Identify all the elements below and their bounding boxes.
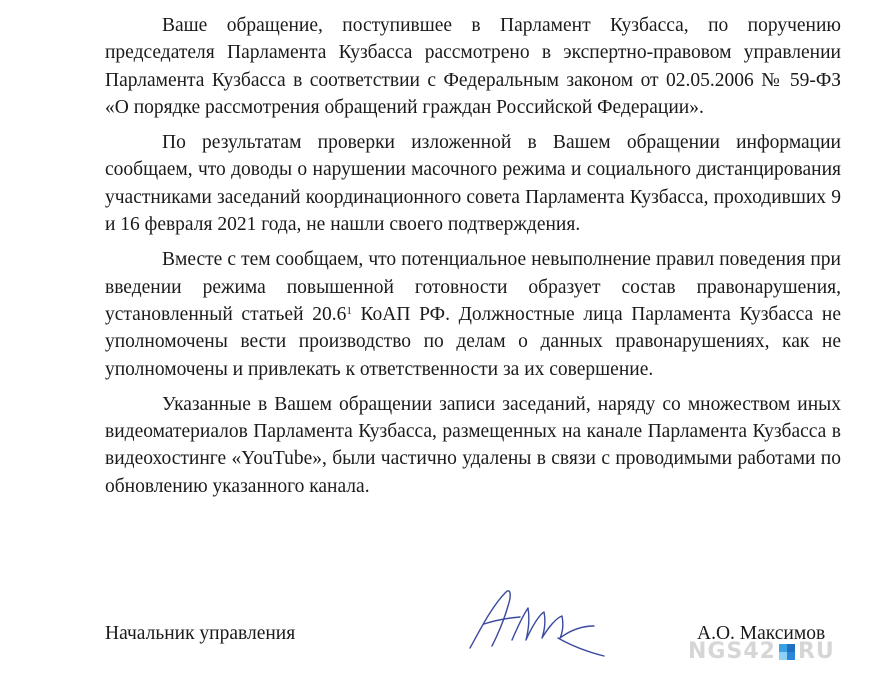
ngs42-watermark <box>688 640 835 664</box>
watermark-cell <box>787 644 795 652</box>
watermark-square-icon <box>779 644 795 660</box>
signatory-title: Начальник управления <box>105 623 296 644</box>
watermark-cell <box>779 644 787 652</box>
paragraph-3-text-after: КоАП РФ. Должностные лица Парламента Кузбасса не уполномочены вести производство по делам о данных правонарушениях, как не уполномочены и привлекать к ответственности за их совершение. <box>105 303 841 380</box>
paragraph-4: Указанные в Вашем обращении записи заседаний, наряду со множеством иных видеоматериалов Парламента Кузбасса, размещенных на канале Парламента Кузбасса в видеохостинге «YouTube», были частично удалены в связи с проводимыми работами по обновлению указанного канала. <box>105 393 841 497</box>
letter-body <box>105 12 841 508</box>
paragraph-1: Ваше обращение, поступившее в Парламент Кузбасса, по поручению председателя Парламента Кузбасса рассмотрено в экспертно-правовом управлении Парламента Кузбасса в соответствии с Федеральным законом от 02.05.2006 № 59-ФЗ «О порядке рассмотрения обращений граждан Российской Федерации». <box>105 15 841 118</box>
handwritten-signature-icon <box>462 580 612 660</box>
footnote-superscript: 1 <box>346 304 352 317</box>
signatory-name: А.О. Максимов <box>697 623 826 644</box>
watermark-suffix: RU <box>797 639 835 664</box>
paragraph-2: По результатам проверки изложенной в Вашем обращении информации сообщаем, что доводы о нарушении масочного режима и социального дистанцирования участниками заседаний координационного совета Парламента Кузбасса, проходивших 9 и 16 февраля 2021 года, не нашли своего подтверждения. <box>105 132 841 236</box>
watermark-cell <box>779 652 787 660</box>
watermark-prefix: NGS42 <box>688 639 776 664</box>
watermark-cell <box>787 652 795 660</box>
paragraph-3 <box>105 246 841 382</box>
paragraph-3-text-before: Вместе с тем сообщаем, что потенциальное невыполнение правил поведения при введении режима повышенной готовности образует состав правонарушения, установленный статьей 20.6 <box>105 249 841 325</box>
